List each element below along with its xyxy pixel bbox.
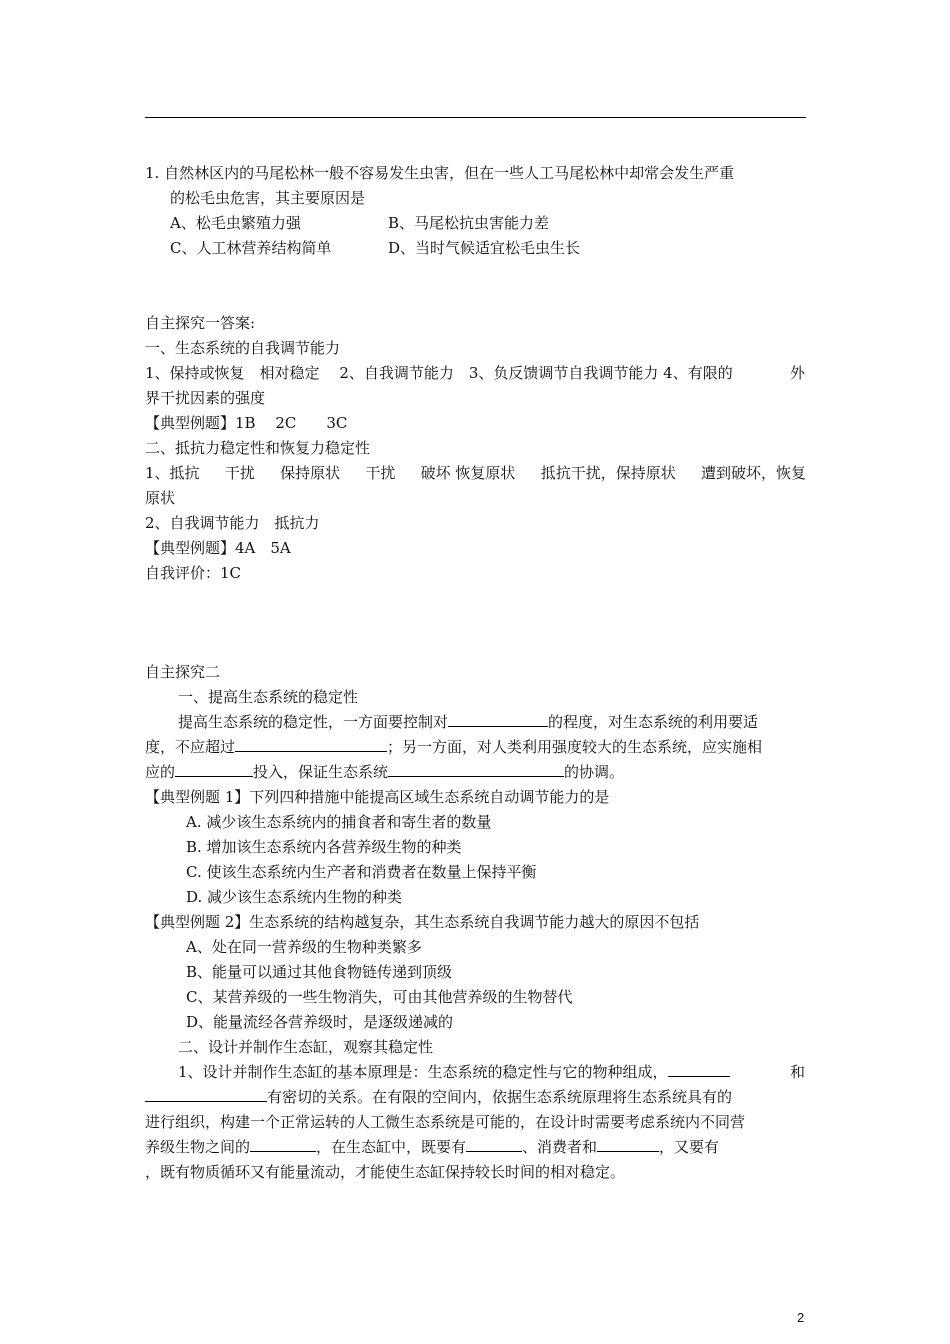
part2-question-line-1: [178, 1062, 730, 1082]
page-number: 2: [797, 1310, 805, 1325]
answer-term: 干扰: [224, 464, 255, 482]
answer-term: 破坏 恢复原状: [420, 464, 516, 482]
text-run: 有密切的关系。在有限的空间内，依据生态系统原理将生态系统具有的: [267, 1088, 733, 1106]
text-run: 、消费者和: [522, 1138, 598, 1156]
part2-paragraph-line-1: [178, 712, 758, 732]
part2-title: 自主探究二: [145, 663, 221, 681]
answers-section-2-line-3: 2、自我调节能力 抵抗力: [145, 514, 320, 532]
q1-line-1: 1. 自然林区内的马尾松林一般不容易发生虫害，但在一些人工马尾松林中却常会发生严重: [145, 164, 735, 182]
answer-term: 1、抵抗: [145, 464, 200, 482]
part2-example-2-stem: 【典型例题 2】生态系统的结构越复杂，其生态系统自我调节能力越大的原因不包括: [145, 913, 700, 931]
fill-blank[interactable]: [235, 737, 387, 752]
part2-example-1-option-b: B. 增加该生态系统内各营养级生物的种类: [186, 838, 462, 856]
header-rule: [145, 117, 806, 118]
part2-example-2-option-a: A、处在同一营养级的生物种类繁多: [186, 938, 422, 956]
part2-example-2-option-c: C、某营养级的一些生物消失，可由其他营养级的生物替代: [186, 988, 573, 1006]
part2-question-line-2: [145, 1087, 732, 1107]
answer-term: 遭到破坏，恢复: [700, 464, 806, 482]
part2-example-2-option-b: B、能量可以通过其他食物链传递到顶级: [186, 963, 453, 981]
q1-option-b: B、马尾松抗虫害能力差: [388, 214, 550, 232]
q1-option-d: D、当时气候适宜松毛虫生长: [388, 239, 581, 257]
part2-example-1-stem: 【典型例题 1】下列四种措施中能提高区域生态系统自动调节能力的是: [145, 788, 610, 806]
fill-blank[interactable]: [466, 1137, 522, 1152]
text-run: 的程度，对生态系统的利用要适: [548, 713, 759, 731]
part2-example-1-option-d: D. 减少该生态系统内生物的种类: [186, 888, 403, 906]
part2-section-2-title: 二、设计并制作生态缸，观察其稳定性: [178, 1038, 434, 1056]
fill-blank[interactable]: [175, 762, 253, 777]
text-run: 度，不应超过: [145, 738, 236, 756]
text-run: ，在生态缸中，既要有: [316, 1138, 467, 1156]
answers-self-evaluation: 自我评价：1C: [145, 564, 242, 582]
part2-question-line-3: 进行组织，构建一个正常运转的人工微生态系统是可能的，在设计时需要考虑系统内不同营: [145, 1113, 746, 1131]
answers-section-2-title: 二、抵抗力稳定性和恢复力稳定性: [145, 439, 371, 457]
fill-blank[interactable]: [597, 1137, 659, 1152]
part2-question-line-5: ，既有物质循环又有能量流动，才能使生态缸保持较长时间的相对稳定。: [145, 1163, 626, 1181]
text-run: ，又要有: [659, 1138, 720, 1156]
answers-section-1-line-2: 界干扰因素的强度: [145, 389, 266, 407]
part2-example-2-option-d: D、能量流经各营养级时，是逐级递减的: [186, 1013, 454, 1031]
q1-option-a: A、松毛虫繁殖力强: [170, 214, 301, 232]
answers-title: 自主探究一答案:: [145, 314, 256, 332]
answers-section-2-line-2: 原状: [145, 489, 176, 507]
answer-term: 抵抗干扰，保持原状: [540, 464, 676, 482]
q1-option-c: C、人工林营养结构简单: [170, 239, 332, 257]
answers-section-1-line-1-end: 外: [790, 364, 806, 382]
text-run: 应的: [145, 763, 176, 781]
answer-term: 保持原状: [280, 464, 341, 482]
q1-line-2: 的松毛虫危害，其主要原因是: [170, 189, 366, 207]
fill-blank[interactable]: [250, 1137, 316, 1152]
text-run: ；另一方面，对人类利用强度较大的生态系统，应实施相: [387, 738, 763, 756]
part2-example-1-option-c: C. 使该生态系统内生产者和消费者在数量上保持平衡: [186, 863, 537, 881]
answers-example-2: 【典型例题】4A 5A: [145, 539, 291, 557]
part2-question-line-1-end: 和: [790, 1063, 806, 1081]
text-run: 投入，保证生态系统: [253, 763, 389, 781]
part2-paragraph-line-2: [145, 737, 762, 757]
text-run: 的协调。: [564, 763, 625, 781]
answers-section-1-line-1: 1、保持或恢复 相对稳定 2、自我调节能力 3、负反馈调节自我调节能力 4、有限的: [145, 364, 733, 382]
fill-blank[interactable]: [668, 1062, 730, 1077]
answers-section-2-line-1: [145, 463, 806, 483]
text-run: 1、设计并制作生态缸的基本原理是：生态系统的稳定性与它的物种组成，: [178, 1063, 668, 1081]
text-run: 提高生态系统的稳定性，一方面要控制对: [178, 713, 449, 731]
fill-blank[interactable]: [388, 762, 564, 777]
fill-blank[interactable]: [448, 712, 548, 727]
part2-example-1-option-a: A. 减少该生态系统内的捕食者和寄生者的数量: [186, 813, 492, 831]
part2-section-1-title: 一、提高生态系统的稳定性: [178, 688, 359, 706]
text-run: 养级生物之间的: [145, 1138, 251, 1156]
part2-question-line-4: [145, 1137, 719, 1157]
answer-term: 干扰: [365, 464, 396, 482]
part2-paragraph-line-3: [145, 762, 624, 782]
answers-section-1-title: 一、生态系统的自我调节能力: [145, 339, 341, 357]
fill-blank[interactable]: [145, 1087, 267, 1102]
answers-example-1: 【典型例题】1B 2C 3C: [145, 414, 348, 432]
